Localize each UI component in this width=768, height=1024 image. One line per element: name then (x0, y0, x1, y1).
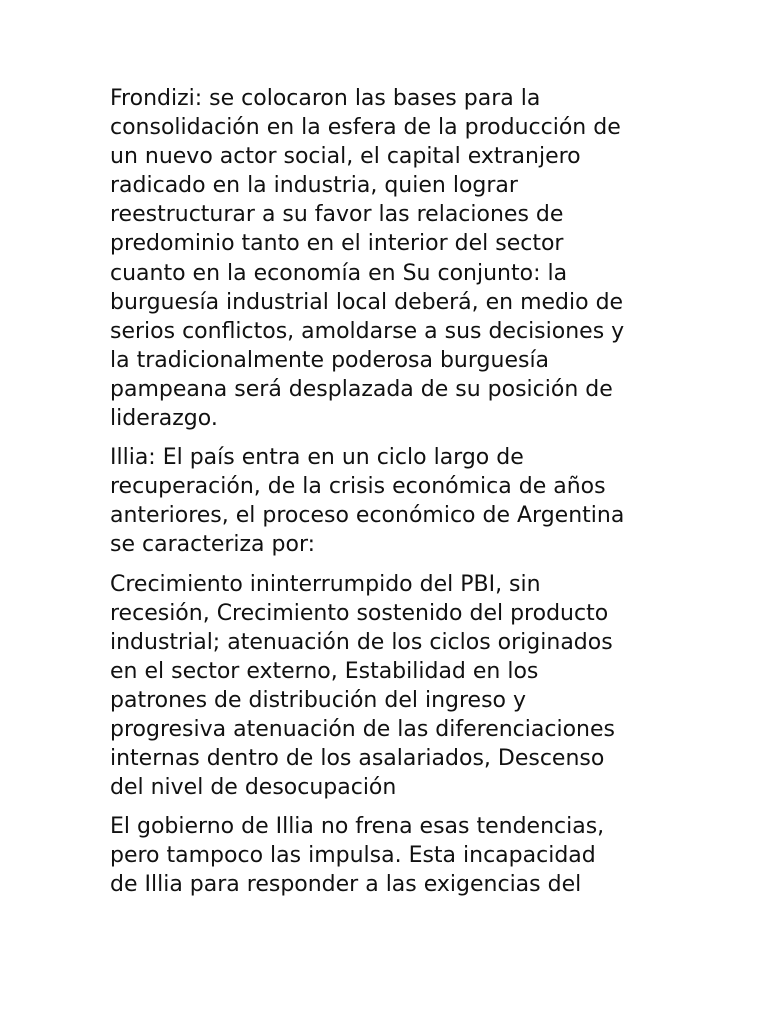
text-line: recuperación, de la crisis económica de años (110, 474, 606, 500)
document-page (110, 84, 670, 910)
text-line: recesión, Crecimiento sostenido del producto (110, 600, 609, 626)
text-line: pero tampoco las impulsa. Esta incapacidad (110, 843, 596, 869)
text-line: del nivel de desocupación (110, 775, 397, 801)
text-line: pampeana será desplazada de su posición de (110, 376, 613, 402)
text-line: serios conflictos, amoldarse a sus decisiones y (110, 318, 625, 344)
text-line: consolidación en la esfera de la producción de (110, 115, 621, 141)
text-line: cuanto en la economía en Su conjunto: la (110, 260, 568, 286)
paragraph-illia (110, 443, 670, 559)
text-line: se caracteriza por: (110, 532, 316, 558)
text-line: burguesía industrial local deberá, en medio de (110, 289, 624, 315)
text-line: Illia: El país entra en un ciclo largo de (110, 445, 524, 471)
text-line: Crecimiento ininterrumpido del PBI, sin (110, 571, 541, 597)
text-line: internas dentro de los asalariados, Descenso (110, 746, 605, 772)
text-line: progresiva atenuación de las diferenciaciones (110, 716, 615, 742)
text-line: la tradicionalmente poderosa burguesía (110, 347, 550, 373)
paragraph-frondizi (110, 84, 670, 433)
text-line: patrones de distribución del ingreso y (110, 687, 527, 713)
text-line: Frondizi: se colocaron las bases para la (110, 86, 541, 111)
text-line: predominio tanto en el interior del sector (110, 231, 564, 257)
text-line: industrial; atenuación de los ciclos originados (110, 629, 613, 655)
text-line: reestructurar a su favor las relaciones de (110, 202, 564, 228)
text-line: anteriores, el proceso económico de Argentina (110, 503, 625, 529)
paragraph-gobierno (110, 812, 670, 899)
text-line: liderazgo. (110, 406, 218, 432)
text-line: un nuevo actor social, el capital extranjero (110, 144, 581, 170)
text-line: de Illia para responder a las exigencias del (110, 872, 582, 898)
paragraph-crecimiento (110, 570, 670, 803)
text-line: en el sector externo, Estabilidad en los (110, 658, 539, 684)
text-line: radicado en la industria, quien lograr (110, 173, 518, 199)
text-line: El gobierno de Illia no frena esas tendencias, (110, 814, 605, 840)
